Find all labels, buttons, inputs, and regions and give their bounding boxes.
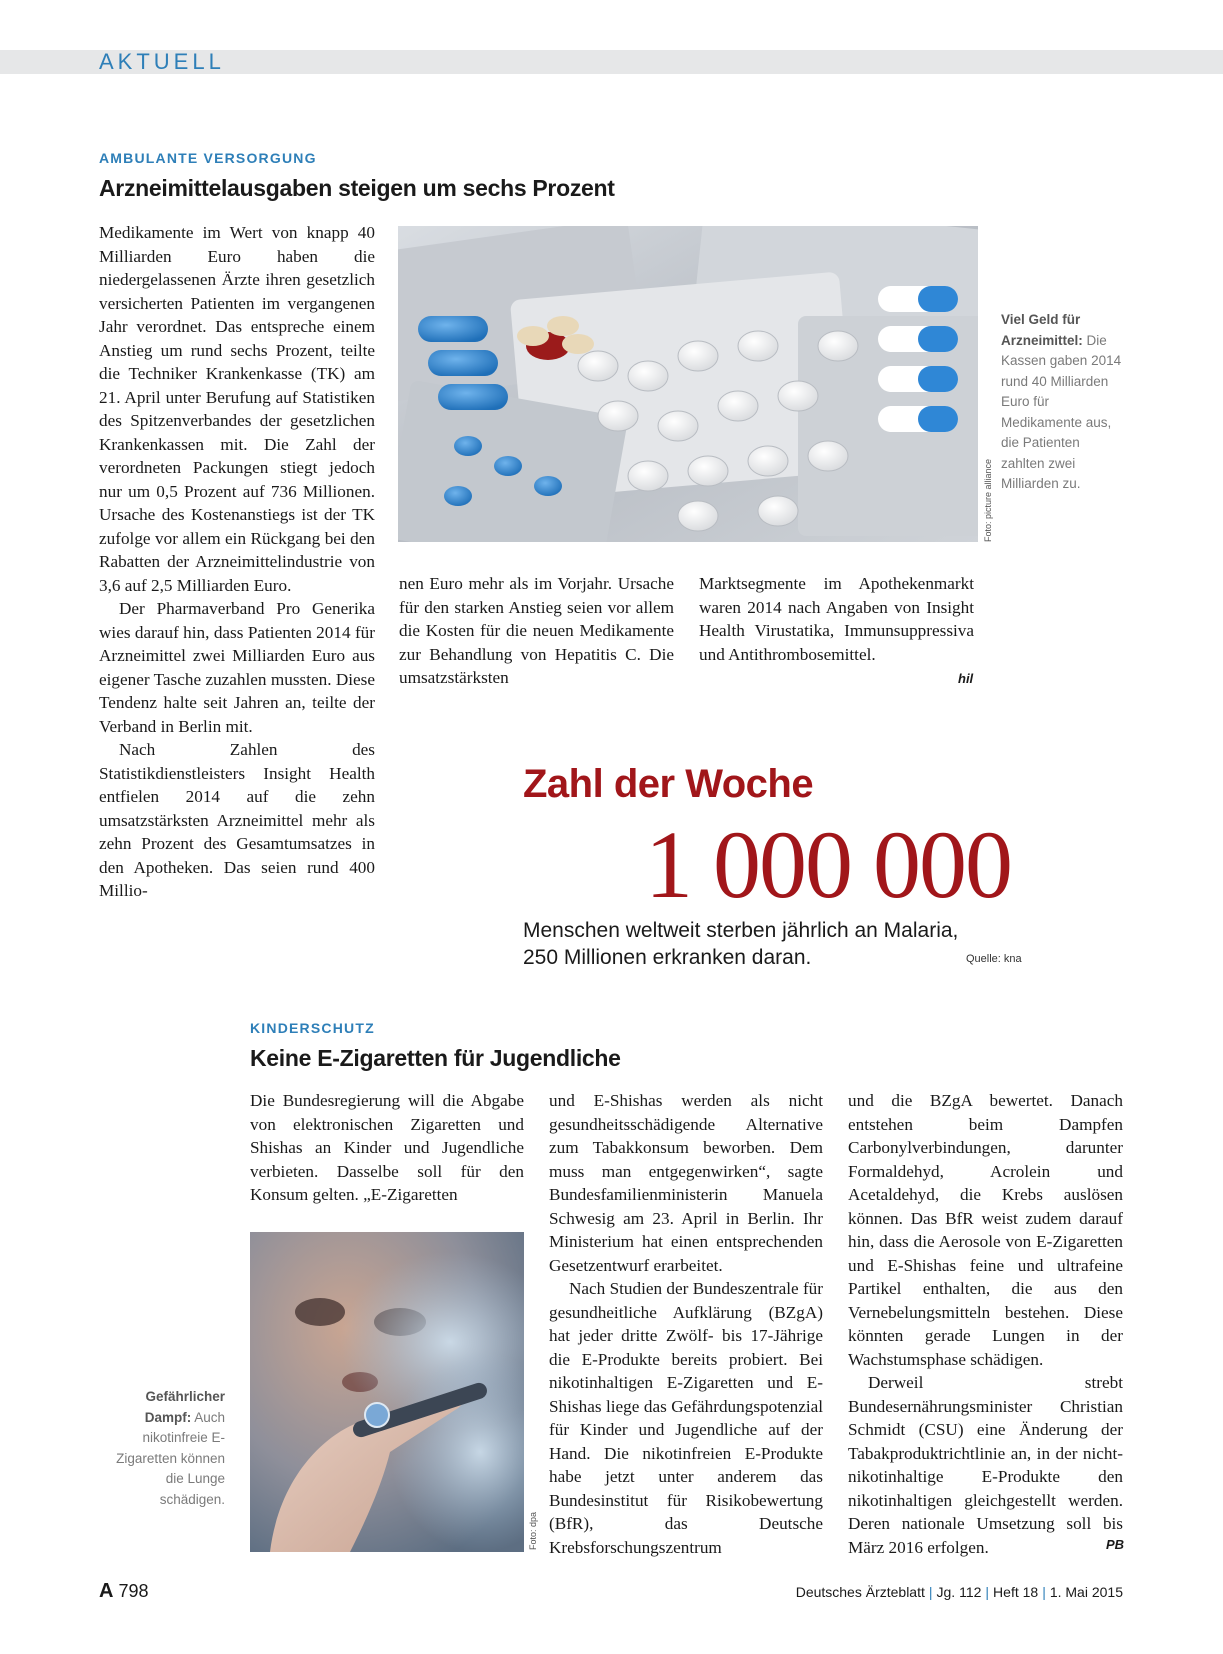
article2-col1 [250,1089,524,1207]
page-number [99,1580,149,1603]
zahl-der-woche-title: Zahl der Woche [523,762,814,806]
caption-bold: Viel Geld für Arzneimittel: [1001,312,1083,348]
article2-headline: Keine E-Zigaretten für Jugendliche [250,1045,621,1071]
article1-paragraph: nen Euro mehr als im Vorjahr. Ursache für den starken Anstieg seien vor allem die Kosten für die neuen Medikamente zur Behandlung von Hepatitis C. Die umsatzstärksten [399,574,674,687]
article1-paragraph: Marktsegmente im Apothekenmarkt waren 2014 nach Angaben von Insight Health Virustatika, Immunsuppressiva und Antithrombosemittel. [699,574,974,664]
article2-col3 [848,1089,1123,1559]
divider: | [1042,1584,1046,1600]
journal-date: 1. Mai 2015 [1049,1584,1123,1600]
article1-col1 [99,221,375,903]
article1-col2 [399,572,674,690]
article2-paragraph: und E-Shishas werden als nicht gesundheitsschädigende Alternative zum Tabakkonsum beworben. Dem muss man entgegenwirken“, sagte Bundesfamilienministerin Manuela Schwesig am 23. April in Berlin. Ihr Ministerium hat einen entsprechenden Gesetzentwurf erarbeitet. [549,1091,823,1275]
article1-headline: Arzneimittelausgaben steigen um sechs Prozent [99,175,615,201]
article2-signature: PB [1106,1537,1125,1552]
caption-text: Auch nikotinfreie E-Zigaretten können die Lunge schädigen. [116,1409,225,1507]
article2-kicker: KINDERSCHUTZ [250,1020,375,1036]
journal-info [796,1584,1123,1600]
vaping-image [250,1232,524,1552]
article1-kicker: AMBULANTE VERSORGUNG [99,150,317,166]
ecigarette-photo [250,1232,524,1552]
page-number-value: 798 [118,1581,149,1601]
journal-name: Deutsches Ärzteblatt [795,1584,925,1600]
article1-paragraph: Nach Zahlen des Statistikdienstleisters Insight Health entfielen 2014 auf die zehn umsatzstärksten Arzneimittel mehr als zehn Prozent des Gesamtumsatzes in den Apotheken. Das seien rund 400 Millio- [99,740,375,900]
article2-paragraph: Derweil strebt Bundesernährungsminister Christian Schmidt (CSU) eine Änderung der Tabakproduktrichtlinie an, in der nicht-nikotinhaltige E-Produkte den nikotinhaltigen gleichgestellt werden. Deren nationale Umsetzung soll bis März 2016 erfolgen. [848,1373,1123,1557]
article1-photo-credit: Foto: picture alliance [983,458,993,542]
article2-col2 [549,1089,823,1559]
divider: | [928,1584,933,1600]
journal-volume: Jg. 112 [936,1584,982,1600]
pills-image [398,226,978,542]
medication-photo [398,226,978,542]
article1-caption [1001,310,1123,495]
article1-paragraph: Der Pharmaverband Pro Generika wies darauf hin, dass Patienten 2014 für Arzneimittel zwei Milliarden Euro aus eigener Tasche zuzahlen mussten. Diese Tendenz halte seit Jahren an, teilte der Verband in Berlin mit. [99,599,375,736]
zahl-der-woche-number: 1 000 000 [645,811,1011,918]
divider: | [985,1584,990,1600]
page-prefix: A [99,1580,114,1602]
article2-photo-credit: Foto: dpa [528,1511,538,1550]
section-label: AKTUELL [99,49,225,74]
article2-paragraph: Die Bundesregierung will die Abgabe von elektronischen Zigaretten und Shishas an Kinder und Jugendliche verbieten. Dasselbe soll für den Konsum gelten. „E-Zigaretten [250,1091,524,1204]
article2-paragraph: und die BZgA bewertet. Danach entstehen beim Dampfen Carbonylverbindungen, darunter Formaldehyd, Acrolein und Acetaldehyd, die Krebs auslösen können. Das BfR weist zudem darauf hin, dass die Aerosole von E-Zigaretten und E-Shishas feine und ultrafeine Partikel enthalten, die aus den Vernebelungsmitteln bestehen. Diese könnten gerade Lungen in der Wachstumsphase schädigen. [848,1091,1123,1369]
article1-paragraph: Medikamente im Wert von knapp 40 Milliarden Euro haben die niedergelassenen Ärzte ihren gesetzlich versicherten Patienten im vergangenen Jahr verordnet. Das entspreche einem Anstieg um rund sechs Prozent, teilte die Techniker Krankenkasse (TK) am 21. April unter Berufung auf Statistiken des Spitzenverbandes der gesetzlichen Krankenkassen mit. Die Zahl der verordneten Packungen stiegt jedoch nur um 0,5 Prozent auf 736 Millionen. Ursache des Kostenanstiegs ist der TK zufolge vor allem ein Rückgang bei den Rabatten der Arzneimittelindustrie von 3,6 auf 2,5 Milliarden Euro. [99,223,375,595]
article2-paragraph: Nach Studien der Bundeszentrale für gesundheitliche Aufklärung (BZgA) hat jeder dritte Zwölf- bis 17-Jährige die E-Produkte bereits probiert. Bei nikotinhaltigen E-Zigaretten und E-Shishas liege das Gefährdungspotenzial für Kinder und Jugendliche auf der Hand. Die nikotinfreien E-Produkte habe jetzt unter anderem das Bundesinstitut für Risikobewertung (BfR), das Deutsche Krebsforschungszentrum [549,1279,823,1557]
zahl-der-woche-description: Menschen weltweit sterben jährlich an Malaria, 250 Millionen erkranken daran. [523,919,959,969]
caption-text: Die Kassen gaben 2014 rund 40 Milliarden Euro für Medikamente aus, die Patienten zahlten zwei Milliarden zu. [1001,332,1122,491]
caption-bold: Gefährlicher Dampf: [144,1389,225,1425]
article2-caption [100,1387,225,1510]
zahl-der-woche-source: Quelle: kna [966,953,1022,965]
article1-col3 [699,572,974,666]
journal-issue: Heft 18 [993,1584,1039,1600]
article1-signature: hil [958,671,974,686]
